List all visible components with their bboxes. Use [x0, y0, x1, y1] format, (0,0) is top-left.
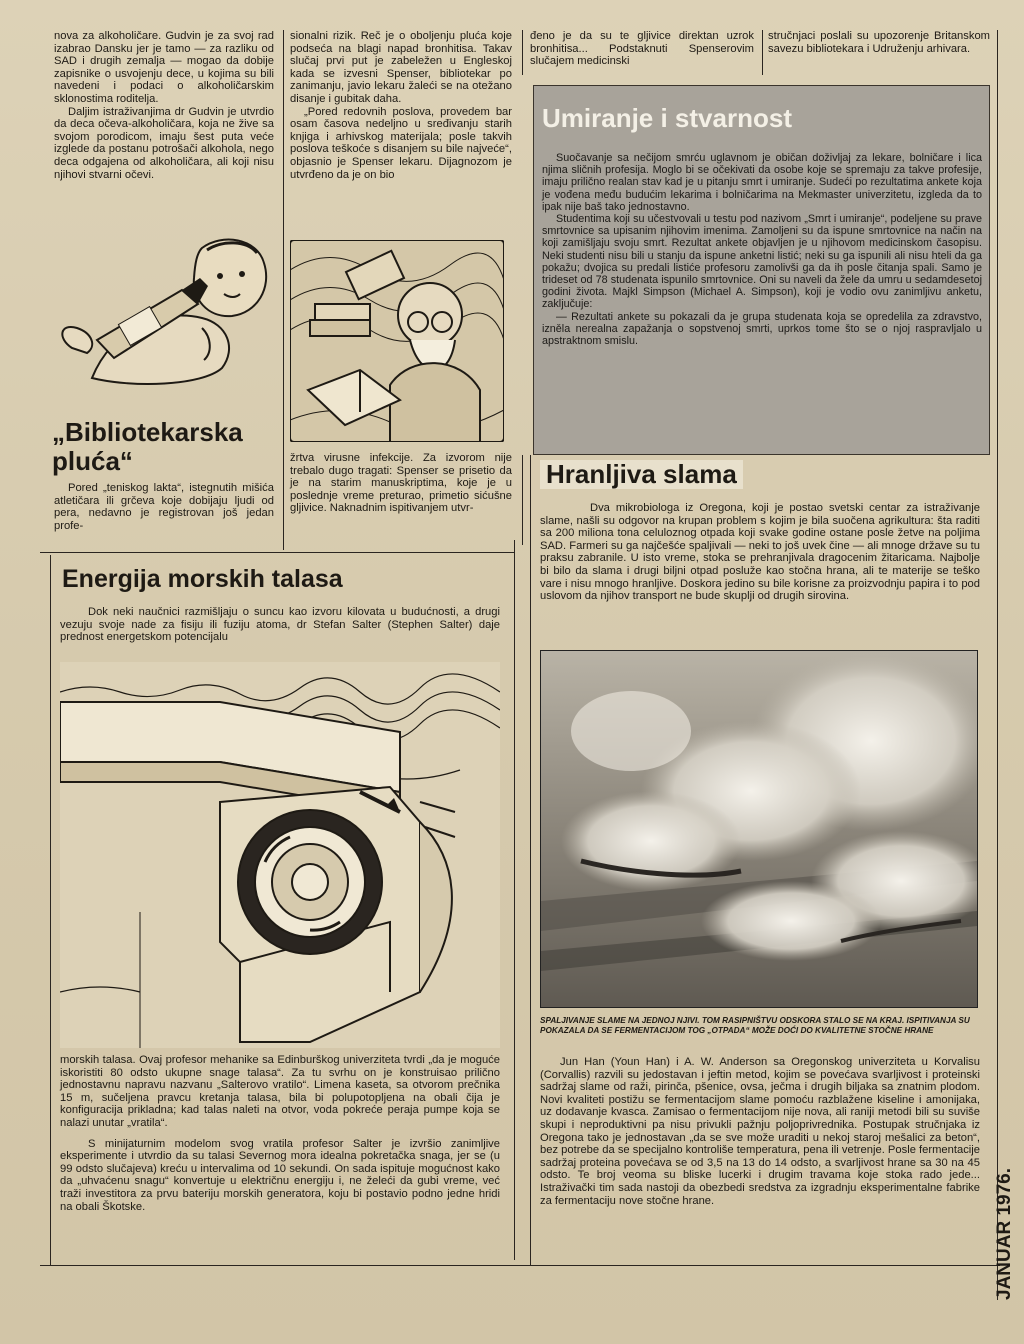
column-rule	[762, 30, 763, 75]
paragraph: S minijaturnim modelom svog vratila profesor Salter je izvršio zanimljive eksperimente i utvrdio da su talasi Severnog mora idealna pokretačka snaga, jer se (u 99 odsto slučajeva) kreću u intervalima od 10 sekundi. On sada ispituje mogućnost kako da „uhvaćenu snagu“ konvertuje u električnu energiju i, ne želeći da gubi vreme, već traži investitora za prvu bateriju morskih generatora, koju bi postavio podno jedne hridi na obali Škotske.	[60, 1137, 500, 1213]
paragraph: Daljim istraživanjima dr Gudvin je utvrdio da deca očeva-alkoholičara, koja ne žive sa svojom porodicom, imaju šest puta veće izglede da postanu potrošači alkohola, nego deca odgajena od alkoholičara, ali koji nisu njihovi stvarni očevi.	[54, 105, 274, 181]
photo-caption: SPALJIVANJE SLAME NA JEDNOJ NJIVI. TOM RASIPNIŠTVU ODSKORA STALO SE NA KRAJ. ISPITIVANJA SU POKAZALA DA SE FERMENTACIJOM TOG „OTPADA“ MOŽE DOĆI DO KVALITETNE STOČNE HRANE	[540, 1016, 970, 1035]
energija-intro	[60, 606, 500, 644]
biblio-col4-top	[768, 30, 990, 55]
headline-hranljiva-slama: Hranljiva slama	[540, 460, 743, 489]
page-edge-rule	[997, 30, 998, 1300]
box-border	[530, 455, 531, 1265]
column-rule	[522, 455, 523, 545]
smoke-fields-image	[541, 651, 977, 1007]
paragraph: — Rezultati ankete su pokazali da je grupa studenata koja se opredelila za zdravstvo, izněla nerealna zapažanja o sopstvenoj smrti, uprkos tome što se o njoj raspravljalo u apstraktnom smislu.	[542, 310, 982, 348]
energija-body	[60, 1054, 500, 1213]
salter-vratilo-illustration	[60, 662, 500, 1048]
umiranje-box	[533, 85, 990, 455]
paragraph: stručnjaci poslali su upozorenje Britanskom savezu bibliotekara i Udruženju arhivara.	[768, 30, 990, 55]
umiranje-text	[542, 152, 982, 347]
librarian-illustration	[290, 240, 504, 442]
box-border	[50, 555, 51, 1265]
paragraph: Suočavanje sa nečijom smrću uglavnom je običan doživljaj za lekare, bolničare i lica njima sličnih profesija. Moglo bi se očekivati da osobe koje se spremaju za takve profesije, imaju prilično realan stav kad je u pitanju smrt i umiranje. Sudeći po rezultatima ankete koja je vođena među budućim lekarima i bolničarima na Mekmaster univerzitetu, izgleda da to ipak nije baš tako jednostavno.	[542, 152, 982, 213]
biblio-col1	[54, 482, 274, 532]
headline-bibliotekarska-pluca: „Bibliotekarska pluća“	[52, 417, 243, 476]
slama-intro	[540, 502, 980, 603]
column-rule	[514, 540, 515, 1260]
slama-body	[540, 1056, 980, 1207]
paragraph: žrtva virusne infekcije. Za izvorom nije trebalo dugo tragati: Spenser se prisetio da je na starim manuskriptima, koje je u poslednje vreme preturao, primetio sićušne gljivice. Naknadnim ispitivanjem utvr-	[290, 452, 512, 515]
biblio-col2-bottom	[290, 452, 512, 515]
headline-energija-morskih-talasa: Energija morskih talasa	[62, 565, 343, 593]
paragraph: Studentima koji su učestvovali u testu pod nazivom „Smrt i umiranje“, podeljene su prave smrtovnice sa upisanim njihovim imenima. Zamoljeni su da ispune smrtovnice na način na koji zamišljaju svoju smrt. Rezultat ankete objavljen je u njihovom medicinskom časopisu. Neki studenti nisu bili u stanju da ispune anketni listić; neki su ga ispunili ali nisu hteli da ga pokažu; dvojica su predali listiće profesoru zamolivši ga da ih posle čitanja spali. Samo je trideset od 78 studenata ispunilo smrtovnice. Oni su naveli da žele da umru u sedamdesetoj godini života. Majkl Simpson (Michael A. Simpson), koji je vodio ovu zanimljivu anketu, zaključuje:	[542, 213, 982, 311]
paragraph: Dok neki naučnici razmišljaju o suncu kao izvoru kilovata u budućnosti, a drugi vezuju svoje nade za fisiju ili fuziju atoma, dr Stefan Salter (Stephen Salter) daje prednost energetskom potencijalu	[60, 606, 500, 644]
column-rule	[522, 30, 523, 75]
section-rule	[40, 1265, 1000, 1266]
paragraph: „Pored redovnih poslova, provedem bar osam časova nedeljno u sređivanju starih knjiga i arhivskog materijala; posle takvih poslova teškoće s disanjem su bile najveće“, objasnio je Spenser lekaru. Dijagnozom je utvrđeno da je on bio	[290, 105, 512, 181]
headline-umiranje-i-stvarnost: Umiranje i stvarnost	[542, 103, 792, 133]
biblio-col2-top	[290, 30, 512, 181]
paragraph: sionalni rizik. Reč je o oboljenju pluća koje podseća na blagi napad bronhitisa. Takav slučaj prvi put je zabeležen u Engleskoj kada se izvesni Spenser, bibliotekar po zanimanju, javio lekaru žaleći se na otežano disanje i gubitak daha.	[290, 30, 512, 105]
baby-with-bottle-illustration	[52, 228, 280, 388]
section-rule	[40, 552, 515, 553]
paragraph: nova za alkoholičare. Gudvin je za svoj rad izabrao Dansku jer je tamo — za razliku od SAD i drugih zemalja — mogao da dobije zapisnike o usvojenju dece, u kojima su bili navedeni i podaci o alkoholičarskim sklonostima roditelja.	[54, 30, 274, 105]
burning-field-photo	[540, 650, 978, 1008]
issue-date-margin	[992, 1120, 1016, 1300]
article-continuation	[54, 30, 274, 181]
biblio-col3-top	[530, 30, 754, 68]
paragraph: Dva mikrobiologa iz Oregona, koji je postao svetski centar za istraživanje slame, našli su odgovor na krupan problem s kojim je bila suočena agrikultura: šta raditi sa 200 miliona tona celuloznog otpada koji svake godine ostane posle žetve na poljima SAD. Farmeri su ga najčešće spaljivali — neki to još uvek čine — ali mnoge države su tu praksu zabranile. U isto vreme, stoka se prehranjivala dragocenim žitaricama. Najbolje bi bilo da slama i drugi biljni otpad posluže kao stočna hrana, ali te materije se teško vare i nisu mnogo hranljive. Doskora jedino su bile korisne za proizvodnju papira i to pod uslovom da njihov transport ne bude skuplji od drugih sirovina.	[540, 502, 980, 603]
column-rule	[283, 30, 284, 550]
paragraph: đeno je da su te gljivice direktan uzrok bronhitisa... Podstaknuti Spenserovim slučajem medicinski	[530, 30, 754, 68]
issue-date: JANUAR 1976.	[994, 1168, 1015, 1300]
paragraph: Pored „teniskog lakta“, istegnutih mišića atletičara ili grčeva koje dobijaju ljudi od pera, nedavno je registrovan još jedan profe-	[54, 482, 274, 532]
paragraph: morskih talasa. Ovaj profesor mehanike sa Edinburškog univerziteta tvrdi „da je moguće iskoristiti 80 odsto ukupne snage talasa“. Za tu svrhu on je konstruisao prilično jednostavnu napravu nazvanu „Salterovo vratilo“. Limena kaseta, sa otvorom prečnika 15 m, sučeljena pravcu kretanja talasa, bila bi polupotopljena na obali čija je konfiguracija prikladna; kad talas naleti na otvor, voda pokreće peraja pumpe koja se nalazi unutar „vratila“.	[60, 1054, 500, 1129]
paragraph: Jun Han (Youn Han) i A. W. Anderson sa Oregonskog univerziteta u Korvalisu (Corvallis) razvili su jedostavan i jeftin metod, kojim se povećava svarljivost i proteinski sadržaj slame od raži, pirinča, pšenice, ovsa, ječma i drugih biljaka sa znatnim plodom. Novi kvaliteti postižu se fermentacijom slame pomoću razblažene kiseline i amonijaka, uz dodavanje kvasca. Zamisao o fermentacijom nije nova, ali raniji metodi bili su suviše skupi i neproduktivni pa nisu privukli pažnju poljoprivrednika. Postupak stručnjaka iz Oregona tako je jednostavan „da se sve može uraditi u nekoj staroj mešalici za beton“, bez potrebe da se specijalno kontroliše temperatura, pena ili vetrenje. Posle fermentacije sadržaj proteina povećava se od 3,5 na 13 do 14 odsto, a svarljivost hrane sa 30 na 45 odsto. Te broj veoma su bliske lucerki i drugim travama koje stoka rado jede... Istraživački tim sada nastoji da obezbedi sredstva za izgradnju eksperimentalne fabrike za fermentaciju nove stočne hrane.	[540, 1056, 980, 1207]
